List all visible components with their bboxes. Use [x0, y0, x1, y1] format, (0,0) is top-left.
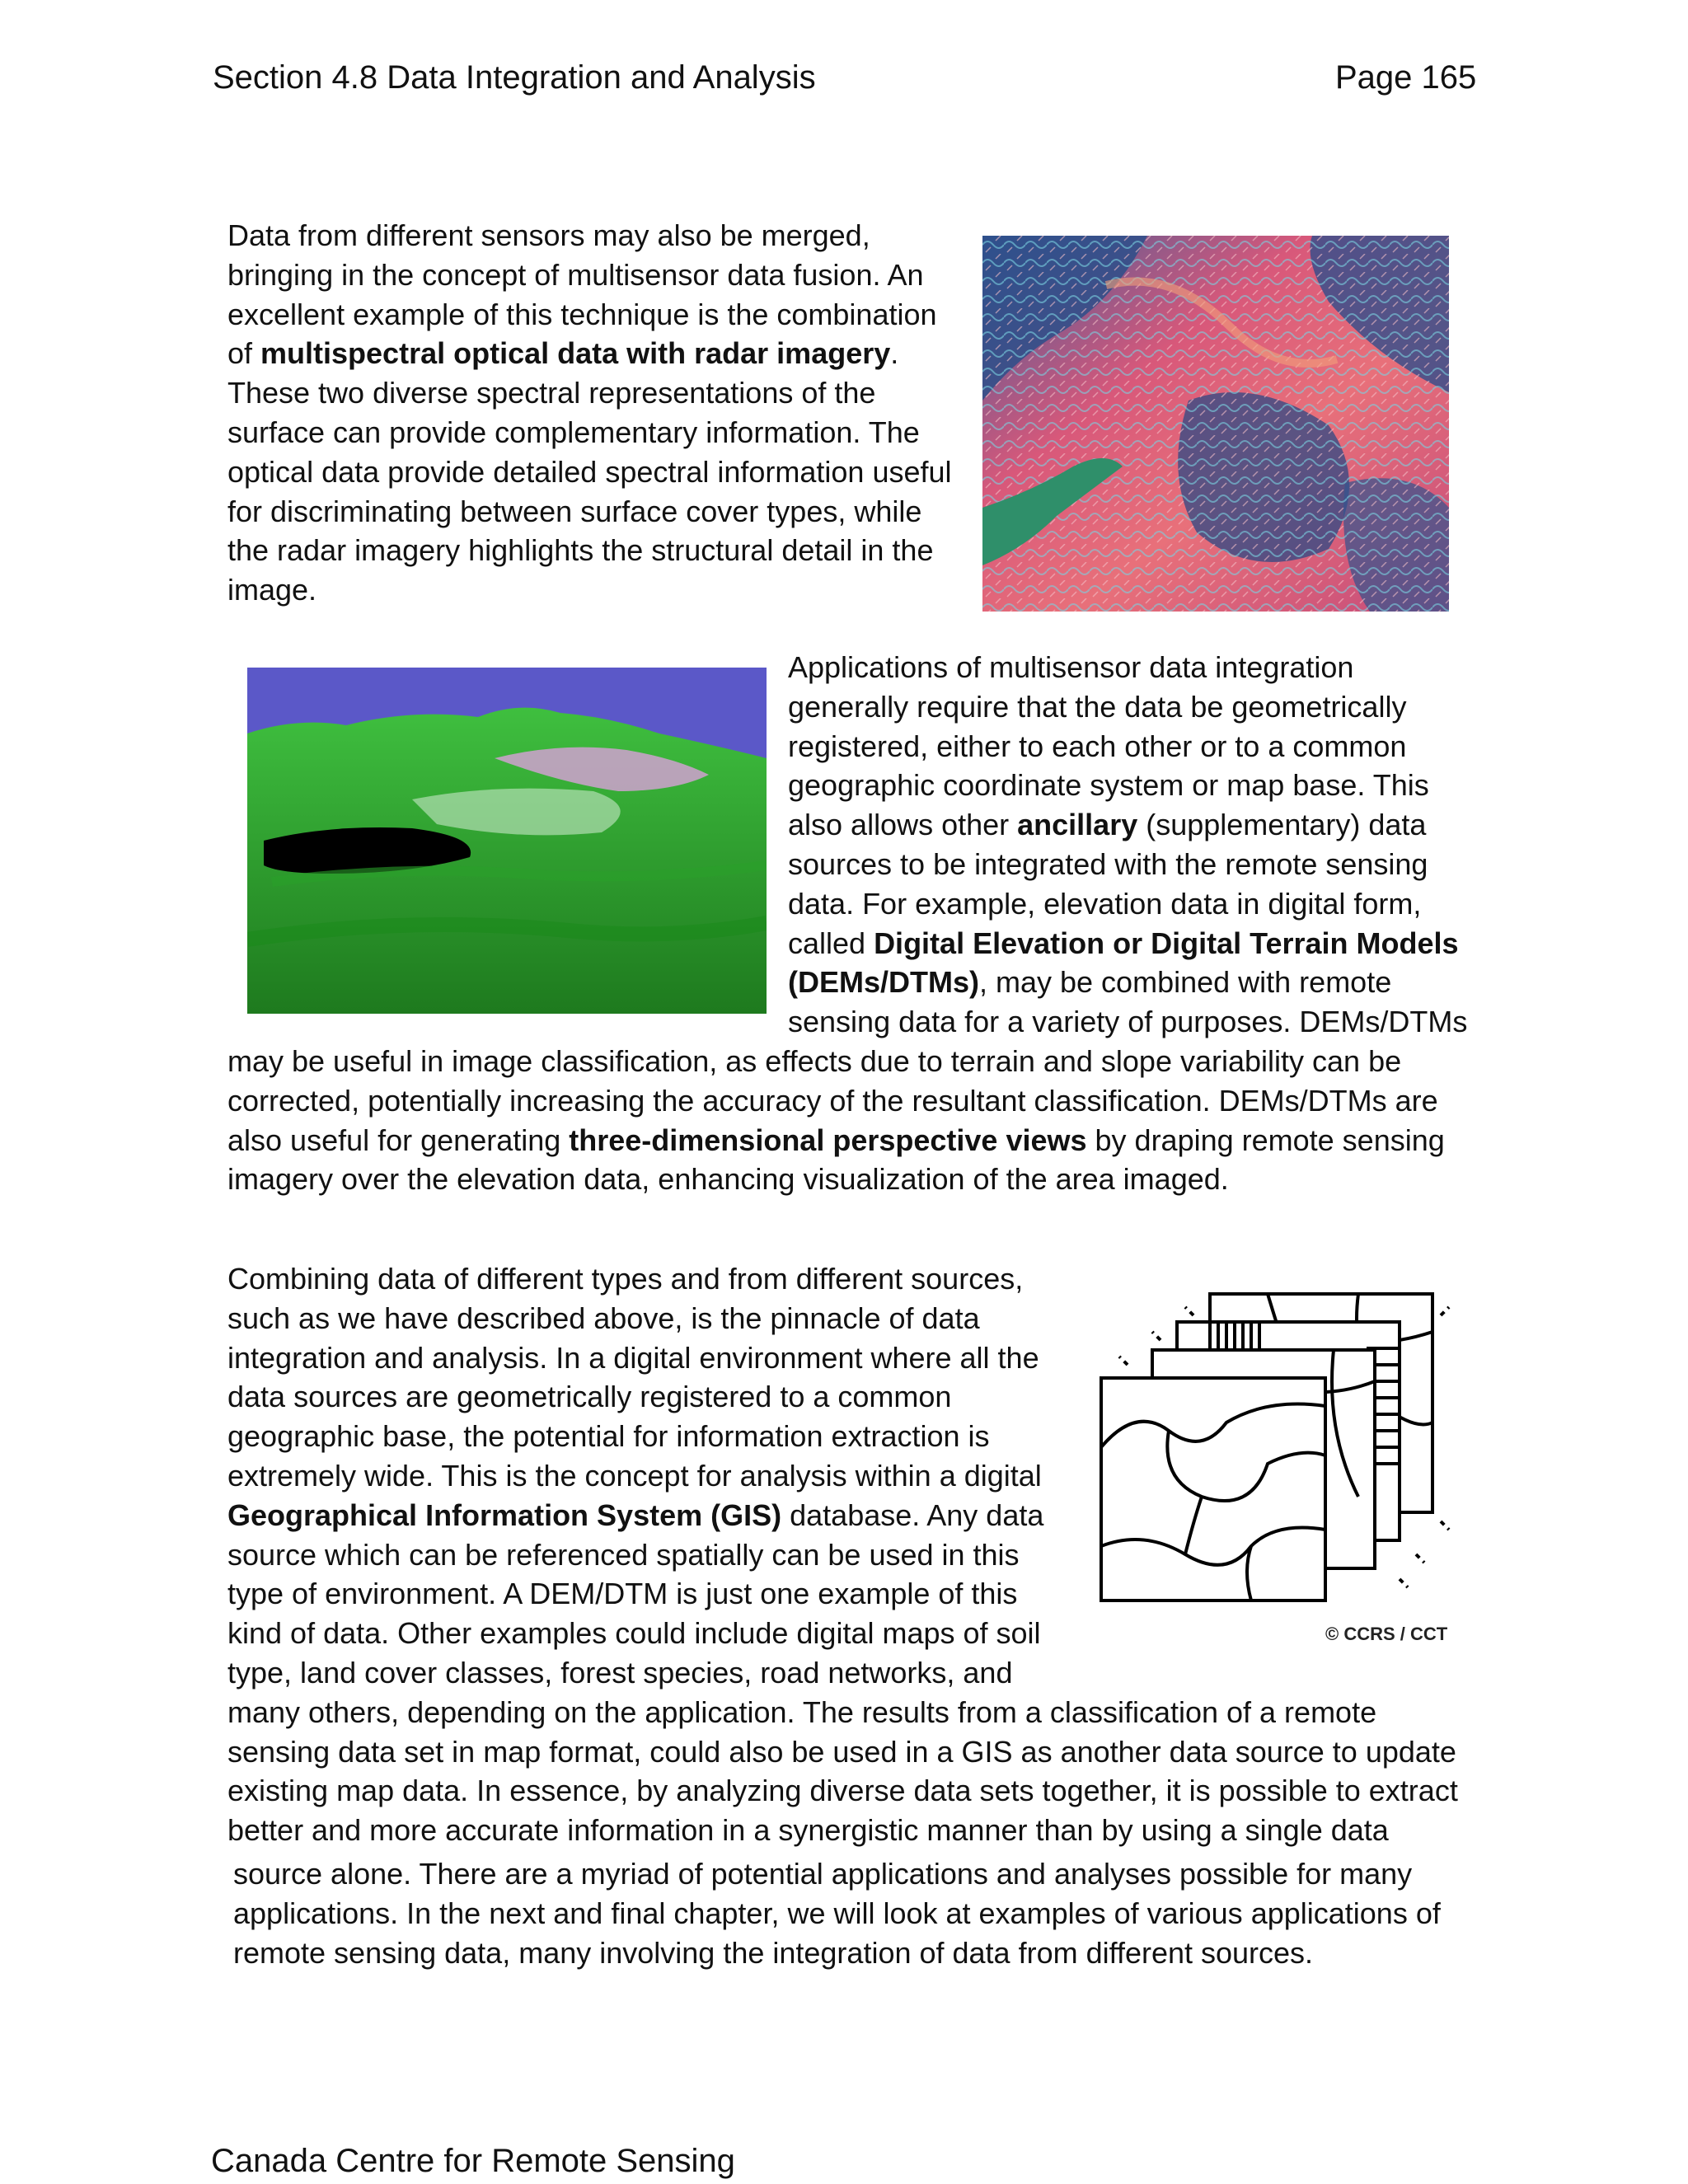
bold-term: ancillary [1017, 808, 1138, 842]
paragraph-dem-integration [227, 648, 1480, 1199]
paragraph-conclusion: source alone. There are a myriad of potential applications and analyses possible for many applications. In the next and final chapter, we will look at examples of various applications of remote sensing data, many involving the integration of data from different sources. [233, 1857, 1441, 1970]
bold-term: Digital Elevation or Digital Terrain Models (DEMs/DTMs) [788, 926, 1459, 1000]
paragraph-text: Applications of multisensor data integration generally require that the data be geometrically registered, either to each other or to a common geographic coordinate system or map base. This also allows other [788, 650, 1429, 842]
figure-credit: © CCRS / CCT [1325, 1624, 1448, 1644]
bold-term: three-dimensional perspective views [569, 1122, 1087, 1157]
float-spacer [227, 648, 788, 1035]
paragraph-text: Data from different sensors may also be merged, bringing in the concept of multisensor data fusion. An excellent example of this technique is the combination of [227, 218, 937, 371]
bold-term: multispectral optical data with radar imagery [260, 336, 891, 371]
fused-radar-optical-image [982, 236, 1449, 612]
bold-term: Geographical Information System (GIS) [227, 1497, 782, 1532]
paragraph-text: . These two diverse spectral representations of the surface can provide complementary information. The optical data provide detailed spectral information useful for discriminating between surface cover types, while the radar imagery highlights the structural detail in the image. [227, 336, 952, 607]
footer-organization: Canada Centre for Remote Sensing [211, 2143, 735, 2179]
page-number: Page 165 [1335, 59, 1477, 96]
paragraph-text: Combining data of different types and from different sources, such as we have described above, is the pinnacle of data integration and analysis. In a digital environment where all the data sources are geometrically registered to a common geographic base, the potential for information extraction is extremely wide. This is the concept for analysis within a digital [227, 1262, 1042, 1493]
gis-layers-diagram [1086, 1282, 1465, 1645]
paragraph-text: by draping remote sensing imagery over the elevation data, enhancing visualization of the area imaged. [227, 1122, 1445, 1197]
paragraph-text: database. Any data source which can be referenced spatially can be used in this type of environment. A DEM/DTM is just one example of this kind of data. Other examples could include digital maps of soil type, land cover classes, forest species, road networks, and many others, depending on the application. The results from a classification of a remote sensing data set in map format, could also be used in a GIS as another data source to update existing map data. In essence, by analyzing diverse data sets together, it is possible to extract better and more accurate information in a synergistic manner than by using a single data [227, 1497, 1458, 1848]
paragraph-text: , may be combined with remote sensing data for a variety of purposes. DEMs/DTMs may be useful in image classification, as effects due to terrain and slope variability can be corrected, potentially increasing the accuracy of the resultant classification. DEMs/DTMs are also useful for generating [227, 965, 1468, 1157]
section-title: Section 4.8 Data Integration and Analysis [213, 59, 816, 96]
paragraph-data-fusion [227, 216, 969, 610]
paragraph-text: (supplementary) data sources to be integrated with the remote sensing data. For example, elevation data in digital form, called [788, 808, 1428, 960]
